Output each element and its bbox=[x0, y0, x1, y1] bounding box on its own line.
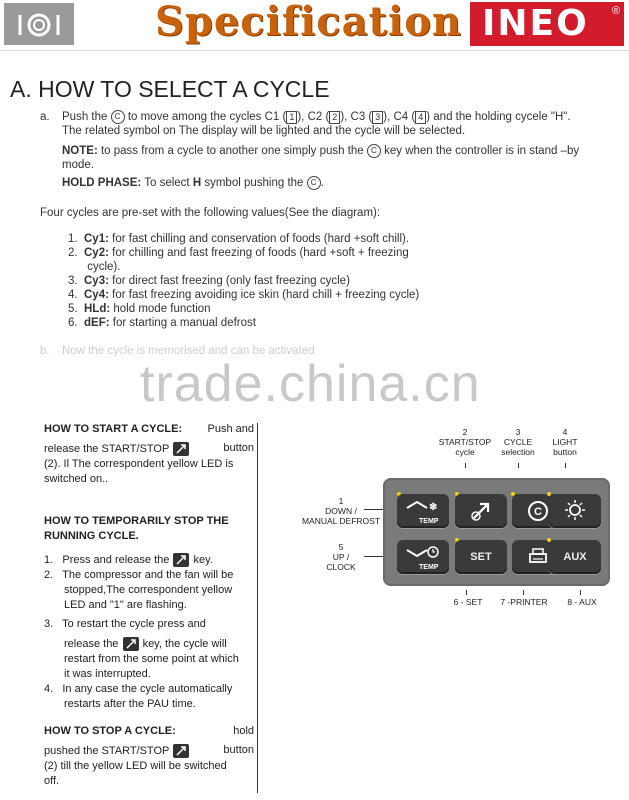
light-bulb-icon bbox=[562, 498, 588, 524]
stop-text: off. bbox=[44, 775, 60, 787]
up-clock-icon bbox=[403, 542, 443, 572]
cycle-list-item bbox=[68, 260, 508, 274]
step-a-line2: The related symbol on The display will be lighted and the cycle will be selected. bbox=[62, 125, 466, 137]
label-number: 3 bbox=[515, 427, 521, 437]
watermark: trade.china.cn bbox=[140, 355, 481, 413]
step-a-text: ), C3 ( bbox=[340, 111, 373, 124]
step-a-text: ), C4 ( bbox=[383, 111, 416, 124]
cycle-list-item bbox=[68, 316, 508, 330]
step-number: 2. bbox=[44, 569, 54, 581]
label-text: START/STOP bbox=[438, 437, 492, 447]
cycle-list-item bbox=[68, 274, 508, 288]
start-text: switched on.. bbox=[44, 473, 109, 485]
aux-key[interactable]: AUX bbox=[549, 540, 601, 574]
step-text: stopped,The correspondent yellow bbox=[64, 584, 233, 596]
label-aux: 8 - AUX bbox=[567, 597, 597, 607]
tick-mark bbox=[565, 463, 566, 468]
leader-line bbox=[364, 509, 384, 510]
svg-text:TEMP: TEMP bbox=[419, 518, 439, 525]
label-number: 1 bbox=[338, 496, 344, 506]
cycle-list-item bbox=[68, 288, 508, 302]
step-a-label: a. bbox=[40, 111, 50, 123]
control-panel bbox=[383, 478, 610, 586]
svg-text:❄: ❄ bbox=[429, 502, 438, 513]
cycle-code: Cy2: bbox=[84, 247, 109, 259]
hold-symbol: H bbox=[192, 177, 202, 190]
tick-mark bbox=[518, 463, 519, 468]
step-text: Press and release the bbox=[62, 553, 170, 566]
up-clock-key[interactable] bbox=[397, 540, 449, 574]
label-number: 5 bbox=[338, 542, 344, 552]
cycle-desc: cycle). bbox=[87, 261, 121, 273]
tick-mark bbox=[523, 590, 524, 595]
cycle-number: 4. bbox=[68, 289, 78, 301]
down-defrost-key[interactable] bbox=[397, 494, 449, 528]
stop-text: hold bbox=[233, 725, 254, 737]
start-stop-icon bbox=[172, 552, 190, 568]
hold-phase-text: To select bbox=[144, 177, 190, 190]
cycle-desc: for starting a manual defrost bbox=[112, 317, 256, 329]
cycle-code: HLd: bbox=[84, 303, 111, 315]
four-cycles-intro: Four cycles are pre-set with the following values(See the diagram): bbox=[40, 207, 381, 219]
cycle-code: Cy4: bbox=[84, 289, 109, 301]
column-divider bbox=[257, 423, 258, 793]
step-text: key. bbox=[193, 553, 213, 566]
page-title: Specification bbox=[155, 0, 462, 45]
cycle-list bbox=[68, 232, 508, 330]
cycle-desc: for chilling and fast freezing of foods (hard +soft + freezing bbox=[112, 247, 409, 259]
light-key[interactable] bbox=[549, 494, 601, 528]
cycle-c1-symbol: 1 bbox=[286, 111, 297, 124]
label-set: 6 - SET bbox=[453, 597, 483, 607]
start-cycle-title: HOW TO START A CYCLE: bbox=[44, 423, 183, 435]
cycle-icon bbox=[525, 498, 551, 524]
step-number: 3. bbox=[44, 618, 54, 630]
start-stop-icon bbox=[172, 743, 190, 759]
cycle-c2-symbol: 2 bbox=[329, 111, 340, 124]
step-number: 1. bbox=[44, 553, 54, 566]
cycle-number: 2. bbox=[68, 247, 78, 259]
temp-stop-title: HOW TO TEMPORARILY STOP THE bbox=[44, 515, 229, 527]
registered-mark: ® bbox=[612, 5, 621, 17]
cutlery-plate-icon bbox=[16, 11, 62, 39]
cycle-desc: for direct fast freezing (only fast freezing cycle) bbox=[112, 275, 350, 287]
cycle-list-item bbox=[68, 246, 508, 260]
note-text: mode. bbox=[62, 159, 94, 172]
cycle-code: dEF: bbox=[84, 317, 110, 329]
start-text: button bbox=[223, 442, 254, 454]
note-text: to pass from a cycle to another one simply push the bbox=[100, 145, 364, 158]
start-stop-icon bbox=[466, 498, 496, 524]
start-text: (2). Il The correspondent yellow LED is bbox=[44, 458, 234, 470]
tick-mark bbox=[466, 590, 467, 595]
cycle-desc: for fast freezing avoiding ice skin (hard chill + freezing cycle) bbox=[112, 289, 420, 301]
cycle-desc: for fast chilling and conservation of foods (hard +soft chill). bbox=[112, 233, 410, 245]
start-cycle-section bbox=[44, 422, 254, 487]
label-text: MANUAL DEFROST bbox=[301, 516, 381, 526]
stop-text: pushed the START/STOP bbox=[44, 744, 170, 757]
tick-mark bbox=[580, 590, 581, 595]
label-text: selection bbox=[501, 447, 535, 457]
note-text: key when the controller is in stand –by bbox=[384, 145, 580, 158]
cycle-code: Cy1: bbox=[84, 233, 109, 245]
label-text: CYCLE bbox=[503, 437, 533, 447]
section-title: A. HOW TO SELECT A CYCLE bbox=[10, 76, 330, 102]
cycle-list-item bbox=[68, 232, 508, 246]
step-text: In any case the cycle automatically bbox=[62, 683, 233, 695]
label-text: DOWN / bbox=[325, 506, 357, 516]
cycle-number: 6. bbox=[68, 317, 78, 329]
step-a-text: ) and the holding cycele "H". bbox=[426, 111, 571, 124]
start-text: Push and bbox=[207, 423, 254, 435]
step-text: The compressor and the fan will be bbox=[62, 569, 234, 581]
label-text: LIGHT bbox=[552, 437, 578, 447]
label-number: 4 bbox=[562, 427, 568, 437]
svg-text:C: C bbox=[534, 506, 542, 518]
stop-cycle-section bbox=[44, 724, 254, 789]
cycle-number: 1. bbox=[68, 233, 78, 245]
note-label: NOTE: bbox=[62, 145, 98, 158]
step-text: restarts after the PAU time. bbox=[64, 698, 196, 710]
stop-text: (2) till the yellow LED will be switched bbox=[44, 760, 227, 772]
label-light-button bbox=[545, 427, 585, 457]
label-text: UP / bbox=[332, 552, 350, 562]
logo-badge bbox=[4, 3, 74, 45]
cycle-list-item bbox=[68, 302, 508, 316]
step-number: 4. bbox=[44, 683, 54, 695]
note-paragraph bbox=[62, 144, 622, 172]
step-a-line1 bbox=[62, 110, 628, 124]
hold-phase-text: symbol pushing the bbox=[204, 177, 304, 190]
step-text: it was interrupted. bbox=[64, 668, 151, 680]
step-text: restart from the some point at which bbox=[64, 653, 239, 665]
step-a-text: Push the bbox=[62, 111, 108, 124]
cycle-code: Cy3: bbox=[84, 275, 109, 287]
cycle-number: 5. bbox=[68, 303, 78, 315]
label-cycle-selection bbox=[494, 427, 542, 457]
label-start-stop bbox=[435, 427, 495, 457]
label-number: 2 bbox=[462, 427, 468, 437]
step-a-text: to move among the cycles C1 ( bbox=[127, 111, 287, 124]
label-text: button bbox=[553, 447, 577, 457]
start-stop-icon bbox=[122, 636, 140, 652]
step-text: key, the cycle will bbox=[142, 637, 227, 650]
temp-stop-title: RUNNING CYCLE. bbox=[44, 530, 139, 542]
label-text: CLOCK bbox=[326, 562, 356, 572]
label-up-clock bbox=[318, 542, 364, 572]
step-text: To restart the cycle press and bbox=[62, 618, 206, 630]
cycle-number: 3. bbox=[68, 275, 78, 287]
start-stop-icon bbox=[172, 441, 190, 457]
stop-text: button bbox=[223, 744, 254, 756]
cycle-c4-symbol: 4 bbox=[415, 111, 426, 124]
cycle-c3-symbol: 3 bbox=[372, 111, 383, 124]
brand-name: INEO bbox=[482, 3, 589, 44]
label-text: cycle bbox=[455, 447, 475, 457]
label-printer: 7 -PRINTER bbox=[500, 597, 548, 607]
label-down-defrost bbox=[296, 496, 386, 526]
step-text: release the bbox=[64, 637, 119, 650]
tick-mark bbox=[465, 463, 466, 468]
step-text: LED and "1" are flashing. bbox=[64, 599, 187, 611]
hold-phase-label: HOLD PHASE: bbox=[62, 177, 142, 190]
start-text: release the START/STOP bbox=[44, 442, 170, 455]
start-stop-key[interactable] bbox=[455, 494, 507, 528]
leader-line bbox=[364, 556, 384, 557]
printer-icon bbox=[525, 544, 551, 570]
stop-cycle-title: HOW TO STOP A CYCLE: bbox=[44, 725, 176, 737]
cycle-desc: hold mode function bbox=[113, 303, 211, 315]
step-a-text: ), C2 ( bbox=[297, 111, 330, 124]
down-temp-icon bbox=[403, 496, 443, 526]
set-key[interactable]: SET bbox=[455, 540, 507, 574]
hold-phase-line: HOLD PHASE: To select H symbol pushing the C . bbox=[62, 177, 324, 190]
svg-text:TEMP: TEMP bbox=[419, 564, 439, 571]
cycle-key-icon: C bbox=[111, 110, 125, 124]
temp-stop-section bbox=[44, 514, 254, 712]
cycle-key-icon: C bbox=[307, 176, 321, 190]
cycle-key-icon: C bbox=[367, 144, 381, 158]
